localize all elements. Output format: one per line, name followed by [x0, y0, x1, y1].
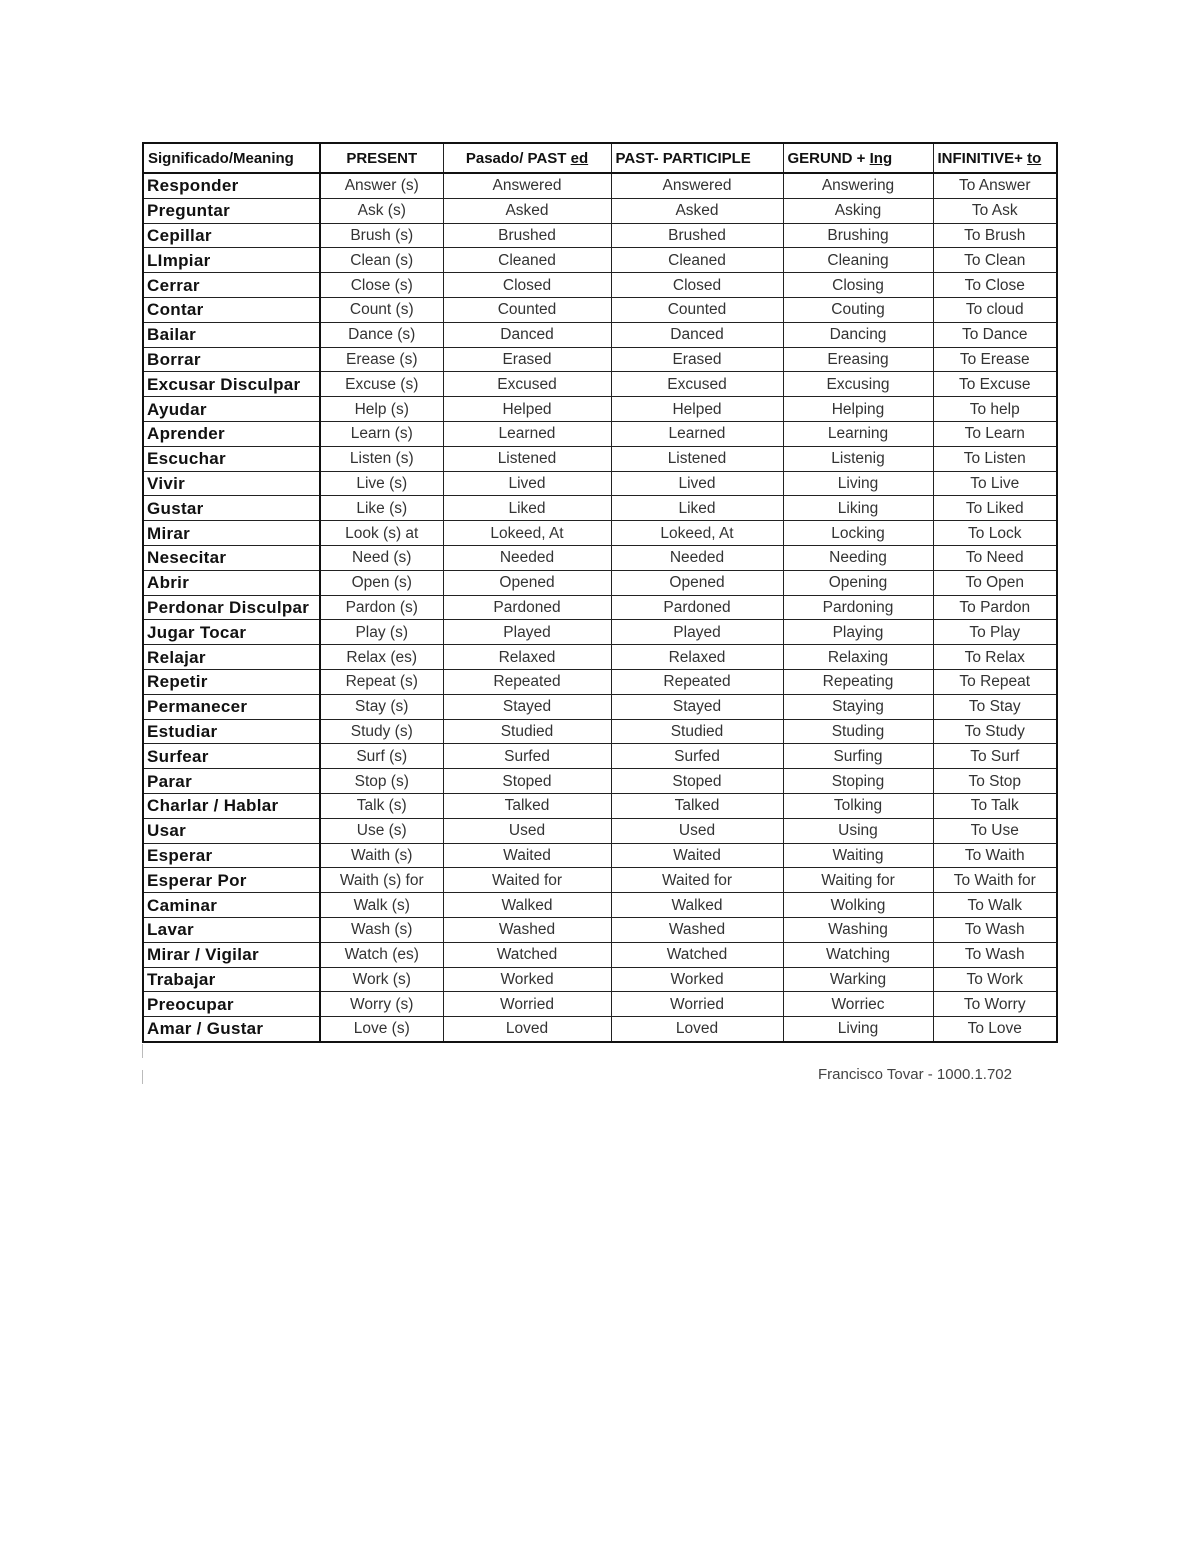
cell-meaning: Trabajar	[143, 967, 320, 992]
cell-meaning: Cepillar	[143, 223, 320, 248]
cell-gerund: Closing	[783, 273, 933, 298]
header-meaning: Significado/Meaning	[143, 143, 320, 173]
cell-past: Brushed	[443, 223, 611, 248]
cell-gerund: Learning	[783, 421, 933, 446]
cell-gerund: Brushing	[783, 223, 933, 248]
header-gerund-prefix: GERUND +	[787, 149, 870, 167]
cell-participle: Watched	[611, 942, 783, 967]
table-row	[143, 893, 1057, 918]
cell-participle: Pardoned	[611, 595, 783, 620]
cell-infinitive: To Learn	[933, 421, 1057, 446]
table-row	[143, 570, 1057, 595]
cell-participle: Cleaned	[611, 248, 783, 273]
table-row	[143, 471, 1057, 496]
cell-infinitive: To Live	[933, 471, 1057, 496]
header-past-prefix: Pasado/ PAST	[465, 149, 571, 167]
cell-present: Open (s)	[320, 570, 443, 595]
cell-gerund: Staying	[783, 694, 933, 719]
table-row	[143, 248, 1057, 273]
cell-infinitive: To cloud	[933, 297, 1057, 322]
cell-gerund: Excusing	[783, 372, 933, 397]
cell-participle: Lokeed, At	[611, 521, 783, 546]
cell-gerund: Worriec	[783, 992, 933, 1017]
cell-present: Help (s)	[320, 397, 443, 422]
cell-participle: Relaxed	[611, 645, 783, 670]
table-row	[143, 496, 1057, 521]
table-row	[143, 1017, 1057, 1042]
cell-gerund: Relaxing	[783, 645, 933, 670]
cell-present: Count (s)	[320, 297, 443, 322]
cell-gerund: Answering	[783, 173, 933, 198]
header-past	[443, 143, 611, 173]
table-row	[143, 620, 1057, 645]
header-infinitive	[933, 143, 1057, 173]
cell-gerund: Wolking	[783, 893, 933, 918]
table-row	[143, 917, 1057, 942]
cell-present: Use (s)	[320, 818, 443, 843]
cell-meaning: Mirar	[143, 521, 320, 546]
cell-present: Love (s)	[320, 1017, 443, 1042]
table-body	[143, 173, 1057, 1042]
cell-present: Waith (s)	[320, 843, 443, 868]
cell-meaning: Mirar / Vigilar	[143, 942, 320, 967]
cell-present: Live (s)	[320, 471, 443, 496]
cell-present: Like (s)	[320, 496, 443, 521]
table-row	[143, 273, 1057, 298]
table-row	[143, 173, 1057, 198]
cell-gerund: Waiting	[783, 843, 933, 868]
cell-present: Surf (s)	[320, 744, 443, 769]
cell-past: Stoped	[443, 769, 611, 794]
cell-meaning: Abrir	[143, 570, 320, 595]
cell-participle: Walked	[611, 893, 783, 918]
cell-gerund: Studing	[783, 719, 933, 744]
cell-past: Answered	[443, 173, 611, 198]
cell-meaning: Excusar Disculpar	[143, 372, 320, 397]
cell-infinitive: To Wash	[933, 917, 1057, 942]
cell-meaning: Caminar	[143, 893, 320, 918]
cell-gerund: Ereasing	[783, 347, 933, 372]
cell-meaning: Lavar	[143, 917, 320, 942]
header-row	[143, 143, 1057, 173]
margin-mark	[142, 1044, 143, 1058]
cell-infinitive: To Clean	[933, 248, 1057, 273]
cell-past: Pardoned	[443, 595, 611, 620]
cell-past: Repeated	[443, 669, 611, 694]
cell-meaning: Escuchar	[143, 446, 320, 471]
cell-meaning: Preguntar	[143, 198, 320, 223]
cell-meaning: Ayudar	[143, 397, 320, 422]
cell-present: Pardon (s)	[320, 595, 443, 620]
header-infinitive-suffix: to	[1027, 149, 1042, 167]
cell-past: Needed	[443, 545, 611, 570]
cell-infinitive: To Dance	[933, 322, 1057, 347]
cell-participle: Erased	[611, 347, 783, 372]
cell-past: Walked	[443, 893, 611, 918]
cell-participle: Studied	[611, 719, 783, 744]
cell-infinitive: To Waith for	[933, 868, 1057, 893]
cell-infinitive: To Play	[933, 620, 1057, 645]
cell-gerund: Needing	[783, 545, 933, 570]
cell-participle: Liked	[611, 496, 783, 521]
cell-gerund: Listenig	[783, 446, 933, 471]
cell-infinitive: To Walk	[933, 893, 1057, 918]
cell-meaning: Cerrar	[143, 273, 320, 298]
cell-meaning: Estudiar	[143, 719, 320, 744]
cell-participle: Answered	[611, 173, 783, 198]
table-row	[143, 818, 1057, 843]
cell-meaning: Responder	[143, 173, 320, 198]
cell-infinitive: To Surf	[933, 744, 1057, 769]
cell-meaning: Nesecitar	[143, 545, 320, 570]
cell-past: Worked	[443, 967, 611, 992]
cell-meaning: Bailar	[143, 322, 320, 347]
cell-participle: Waited for	[611, 868, 783, 893]
cell-infinitive: To Stay	[933, 694, 1057, 719]
cell-present: Excuse (s)	[320, 372, 443, 397]
cell-present: Ask (s)	[320, 198, 443, 223]
cell-infinitive: To Stop	[933, 769, 1057, 794]
cell-gerund: Cleaning	[783, 248, 933, 273]
table-row	[143, 446, 1057, 471]
cell-present: Dance (s)	[320, 322, 443, 347]
cell-present: Watch (es)	[320, 942, 443, 967]
header-past-suffix: ed	[570, 149, 589, 167]
cell-past: Opened	[443, 570, 611, 595]
cell-participle: Lived	[611, 471, 783, 496]
table-row	[143, 397, 1057, 422]
cell-present: Worry (s)	[320, 992, 443, 1017]
cell-infinitive: To Worry	[933, 992, 1057, 1017]
table-row	[143, 347, 1057, 372]
cell-past: Counted	[443, 297, 611, 322]
cell-past: Lokeed, At	[443, 521, 611, 546]
cell-present: Wash (s)	[320, 917, 443, 942]
cell-meaning: Relajar	[143, 645, 320, 670]
table-row	[143, 595, 1057, 620]
table-row	[143, 421, 1057, 446]
cell-past: Worried	[443, 992, 611, 1017]
table-row	[143, 669, 1057, 694]
table-row	[143, 868, 1057, 893]
cell-participle: Worried	[611, 992, 783, 1017]
cell-gerund: Dancing	[783, 322, 933, 347]
cell-present: Study (s)	[320, 719, 443, 744]
cell-past: Relaxed	[443, 645, 611, 670]
table-row	[143, 967, 1057, 992]
cell-infinitive: To Work	[933, 967, 1057, 992]
cell-gerund: Using	[783, 818, 933, 843]
cell-gerund: Liking	[783, 496, 933, 521]
cell-participle: Brushed	[611, 223, 783, 248]
cell-infinitive: To Repeat	[933, 669, 1057, 694]
cell-meaning: Preocupar	[143, 992, 320, 1017]
header-infinitive-prefix: INFINITIVE+	[937, 149, 1028, 167]
cell-participle: Repeated	[611, 669, 783, 694]
cell-meaning: Esperar Por	[143, 868, 320, 893]
cell-participle: Asked	[611, 198, 783, 223]
cell-meaning: Parar	[143, 769, 320, 794]
cell-infinitive: To Liked	[933, 496, 1057, 521]
cell-past: Closed	[443, 273, 611, 298]
table-row	[143, 645, 1057, 670]
cell-meaning: Aprender	[143, 421, 320, 446]
table-row	[143, 545, 1057, 570]
cell-meaning: Permanecer	[143, 694, 320, 719]
cell-present: Need (s)	[320, 545, 443, 570]
table-row	[143, 694, 1057, 719]
cell-gerund: Living	[783, 471, 933, 496]
cell-present: Learn (s)	[320, 421, 443, 446]
cell-gerund: Opening	[783, 570, 933, 595]
cell-gerund: Pardoning	[783, 595, 933, 620]
cell-past: Excused	[443, 372, 611, 397]
cell-present: Play (s)	[320, 620, 443, 645]
cell-meaning: Usar	[143, 818, 320, 843]
cell-participle: Played	[611, 620, 783, 645]
cell-gerund: Asking	[783, 198, 933, 223]
cell-participle: Excused	[611, 372, 783, 397]
cell-past: Helped	[443, 397, 611, 422]
cell-meaning: Repetir	[143, 669, 320, 694]
cell-gerund: Repeating	[783, 669, 933, 694]
cell-past: Played	[443, 620, 611, 645]
cell-past: Used	[443, 818, 611, 843]
cell-gerund: Playing	[783, 620, 933, 645]
cell-participle: Closed	[611, 273, 783, 298]
cell-past: Watched	[443, 942, 611, 967]
cell-past: Danced	[443, 322, 611, 347]
cell-present: Brush (s)	[320, 223, 443, 248]
cell-infinitive: To Use	[933, 818, 1057, 843]
cell-infinitive: To Talk	[933, 793, 1057, 818]
cell-infinitive: To Ask	[933, 198, 1057, 223]
table-row	[143, 744, 1057, 769]
cell-past: Cleaned	[443, 248, 611, 273]
cell-gerund: Watching	[783, 942, 933, 967]
header-present: PRESENT	[320, 143, 443, 173]
header-gerund-suffix: Ing	[869, 149, 893, 167]
cell-present: Walk (s)	[320, 893, 443, 918]
cell-meaning: Jugar Tocar	[143, 620, 320, 645]
table-row	[143, 322, 1057, 347]
cell-gerund: Stoping	[783, 769, 933, 794]
margin-mark	[142, 1070, 143, 1084]
cell-meaning: Perdonar Disculpar	[143, 595, 320, 620]
cell-participle: Listened	[611, 446, 783, 471]
cell-past: Loved	[443, 1017, 611, 1042]
cell-infinitive: To Close	[933, 273, 1057, 298]
cell-participle: Helped	[611, 397, 783, 422]
table-row	[143, 521, 1057, 546]
cell-meaning: Borrar	[143, 347, 320, 372]
cell-gerund: Living	[783, 1017, 933, 1042]
cell-participle: Needed	[611, 545, 783, 570]
table-row	[143, 843, 1057, 868]
table-row	[143, 992, 1057, 1017]
cell-infinitive: To Open	[933, 570, 1057, 595]
header-gerund	[783, 143, 933, 173]
cell-participle: Stayed	[611, 694, 783, 719]
cell-present: Close (s)	[320, 273, 443, 298]
cell-participle: Counted	[611, 297, 783, 322]
cell-infinitive: To Relax	[933, 645, 1057, 670]
cell-meaning: Contar	[143, 297, 320, 322]
cell-past: Talked	[443, 793, 611, 818]
cell-present: Answer (s)	[320, 173, 443, 198]
cell-present: Stop (s)	[320, 769, 443, 794]
cell-infinitive: To Pardon	[933, 595, 1057, 620]
cell-past: Learned	[443, 421, 611, 446]
cell-infinitive: To Listen	[933, 446, 1057, 471]
cell-present: Repeat (s)	[320, 669, 443, 694]
cell-present: Look (s) at	[320, 521, 443, 546]
cell-past: Washed	[443, 917, 611, 942]
cell-infinitive: To Erease	[933, 347, 1057, 372]
cell-past: Asked	[443, 198, 611, 223]
table-row	[143, 198, 1057, 223]
table-row	[143, 942, 1057, 967]
cell-meaning: Surfear	[143, 744, 320, 769]
cell-gerund: Waiting for	[783, 868, 933, 893]
cell-present: Relax (es)	[320, 645, 443, 670]
cell-gerund: Locking	[783, 521, 933, 546]
cell-meaning: Vivir	[143, 471, 320, 496]
cell-meaning: Charlar / Hablar	[143, 793, 320, 818]
cell-past: Listened	[443, 446, 611, 471]
cell-infinitive: To Excuse	[933, 372, 1057, 397]
cell-past: Stayed	[443, 694, 611, 719]
table-row	[143, 223, 1057, 248]
cell-present: Waith (s) for	[320, 868, 443, 893]
table-row	[143, 793, 1057, 818]
cell-gerund: Surfing	[783, 744, 933, 769]
cell-participle: Used	[611, 818, 783, 843]
cell-participle: Danced	[611, 322, 783, 347]
table-row	[143, 297, 1057, 322]
cell-participle: Washed	[611, 917, 783, 942]
cell-past: Lived	[443, 471, 611, 496]
cell-present: Listen (s)	[320, 446, 443, 471]
cell-present: Stay (s)	[320, 694, 443, 719]
table-row	[143, 372, 1057, 397]
footer-credit: Francisco Tovar - 1000.1.702	[818, 1066, 1012, 1083]
cell-participle: Worked	[611, 967, 783, 992]
cell-past: Waited for	[443, 868, 611, 893]
cell-infinitive: To Love	[933, 1017, 1057, 1042]
cell-present: Work (s)	[320, 967, 443, 992]
cell-participle: Waited	[611, 843, 783, 868]
cell-participle: Opened	[611, 570, 783, 595]
cell-participle: Learned	[611, 421, 783, 446]
cell-present: Clean (s)	[320, 248, 443, 273]
header-participle: PAST- PARTICIPLE	[611, 143, 783, 173]
cell-past: Erased	[443, 347, 611, 372]
cell-infinitive: To help	[933, 397, 1057, 422]
table-row	[143, 719, 1057, 744]
cell-gerund: Washing	[783, 917, 933, 942]
cell-infinitive: To Need	[933, 545, 1057, 570]
table-row	[143, 769, 1057, 794]
cell-gerund: Tolking	[783, 793, 933, 818]
cell-present: Erease (s)	[320, 347, 443, 372]
cell-meaning: Amar / Gustar	[143, 1017, 320, 1042]
cell-participle: Loved	[611, 1017, 783, 1042]
cell-infinitive: To Waith	[933, 843, 1057, 868]
cell-infinitive: To Brush	[933, 223, 1057, 248]
cell-past: Studied	[443, 719, 611, 744]
cell-present: Talk (s)	[320, 793, 443, 818]
cell-gerund: Helping	[783, 397, 933, 422]
cell-meaning: LImpiar	[143, 248, 320, 273]
cell-past: Liked	[443, 496, 611, 521]
cell-infinitive: To Lock	[933, 521, 1057, 546]
cell-infinitive: To Study	[933, 719, 1057, 744]
cell-gerund: Warking	[783, 967, 933, 992]
cell-gerund: Couting	[783, 297, 933, 322]
cell-past: Surfed	[443, 744, 611, 769]
cell-participle: Surfed	[611, 744, 783, 769]
cell-meaning: Esperar	[143, 843, 320, 868]
verb-conjugation-table	[142, 142, 1058, 1043]
cell-infinitive: To Answer	[933, 173, 1057, 198]
cell-participle: Stoped	[611, 769, 783, 794]
cell-participle: Talked	[611, 793, 783, 818]
cell-past: Waited	[443, 843, 611, 868]
cell-infinitive: To Wash	[933, 942, 1057, 967]
cell-meaning: Gustar	[143, 496, 320, 521]
